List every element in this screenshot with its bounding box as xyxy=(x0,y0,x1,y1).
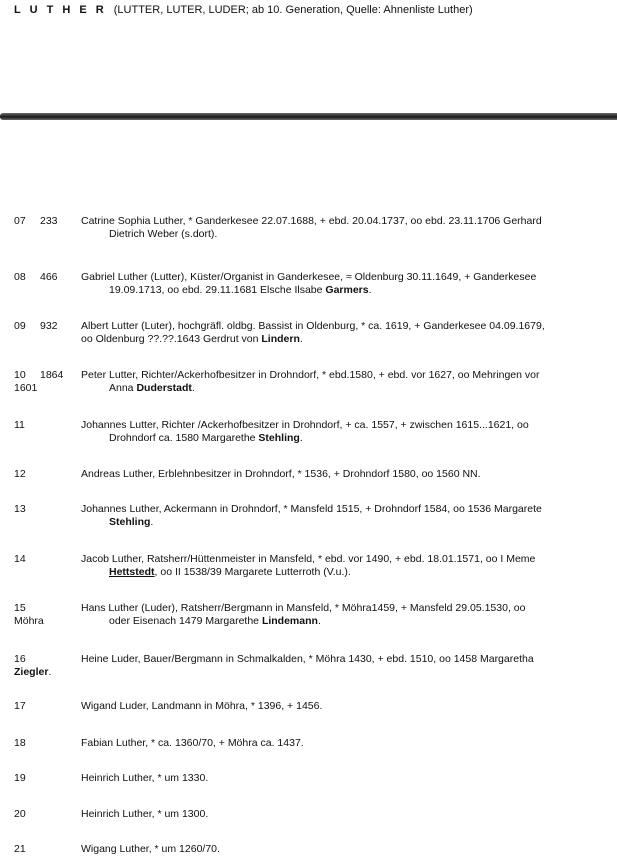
generation-number: 11 xyxy=(14,419,25,431)
entry-text xyxy=(81,503,611,529)
entry-text xyxy=(81,553,611,579)
entry-line-1: Heine Luder, Bauer/Bergmann in Schmalkalden, * Möhra 1430, + ebd. 1510, oo 1458 Margaretha xyxy=(81,653,534,665)
generation-number: 07 xyxy=(14,215,26,227)
entry-line-1: Johannes Luther, Ackermann in Drohndorf, * Mansfeld 1515, + Drohndorf 1584, oo 1536 Margarete xyxy=(81,503,542,515)
ahnen-number: 1864 xyxy=(40,369,64,381)
spouse-surname: Hettstedt xyxy=(109,566,155,578)
generation-number: 20 xyxy=(14,808,26,820)
entry-line-1: Gabriel Luther (Lutter), Küster/Organist in Ganderkesee, ≈ Oldenburg 30.11.1649, + Ganderkesee xyxy=(81,271,537,283)
line-text-end: . xyxy=(191,382,195,394)
title-description: (LUTTER, LUTER, LUDER; ab 10. Generation, Quelle: Ahnenliste Luther) xyxy=(113,4,473,16)
entry-text xyxy=(81,215,611,241)
line-text-end: . xyxy=(317,615,321,627)
entry-text xyxy=(81,808,611,821)
entry-line-1: Heinrich Luther, * um 1300. xyxy=(81,808,209,820)
entry-line-1: Fabian Luther, * ca. 1360/70, + Möhra ca. 1437. xyxy=(81,737,304,749)
entry-text xyxy=(81,419,611,445)
entry-text xyxy=(81,843,611,856)
generation-number: 18 xyxy=(14,737,26,749)
generation-number: 12 xyxy=(14,468,26,480)
line-text-end: . xyxy=(150,516,154,528)
entry-line-1: Albert Lutter (Luter), hochgräfl. oldbg. Bassist in Oldenburg, * ca. 1619, + Ganderkesee 04.09.1679, xyxy=(81,320,545,332)
entry-text xyxy=(81,602,611,615)
entry-line-2 xyxy=(81,566,611,579)
ahnen-number: 233 xyxy=(40,215,58,227)
generation-number: 19 xyxy=(14,772,26,784)
entry-line-2 xyxy=(109,615,611,628)
birthplace-continued: Möhra xyxy=(14,615,44,627)
generation-number: 16 xyxy=(14,653,26,665)
generation-number: 09 xyxy=(14,320,26,332)
spouse-surname: Stehling xyxy=(109,516,151,528)
entry-text xyxy=(81,320,611,346)
page-title xyxy=(14,3,473,17)
entry-text xyxy=(81,737,611,750)
entry-line-1: Jacob Luther, Ratsherr/Hüttenmeister in Mansfeld, * ebd. vor 1490, + ebd. 18.01.1571, oo I Meme xyxy=(81,553,536,565)
entry-line-2 xyxy=(14,666,51,679)
generation-number: 17 xyxy=(14,700,26,712)
generation-number: 13 xyxy=(14,503,26,515)
entry-text xyxy=(81,271,611,297)
generation-number: 21 xyxy=(14,843,26,855)
entry-line-1: Wigand Luder, Landmann in Möhra, * 1396, + 1456. xyxy=(81,700,323,712)
line-text-end: . xyxy=(368,284,372,296)
entry-text xyxy=(81,700,611,713)
line-text-end: . xyxy=(299,333,303,345)
spouse-surname: Lindern xyxy=(261,333,300,345)
line-text: oder Eisenach 1479 Margarethe xyxy=(109,615,262,627)
spouse-surname: Garmers xyxy=(325,284,369,296)
horizontal-divider xyxy=(0,113,617,120)
spouse-surname: Duderstadt xyxy=(136,382,192,394)
entry-line-1: Catrine Sophia Luther, * Ganderkesee 22.07.1688, + ebd. 20.04.1737, oo ebd. 23.11.1706 Gerhard xyxy=(81,215,542,227)
line-text: Anna xyxy=(109,382,137,394)
entry-line-1: Wigang Luther, * um 1260/70. xyxy=(81,843,220,855)
title-family-name: L U T H E R xyxy=(14,4,107,16)
entry-line-2: Dietrich Weber (s.dort). xyxy=(109,228,218,240)
spouse-surname: Lindemann xyxy=(261,615,318,627)
entry-text xyxy=(81,369,611,395)
entry-text xyxy=(81,653,611,666)
line-text-end: . xyxy=(299,432,303,444)
entry-line-2 xyxy=(81,432,611,445)
generation-number: 10 xyxy=(14,369,26,381)
entry-line-1: Heinrich Luther, * um 1330. xyxy=(81,772,209,784)
entry-line-2 xyxy=(81,333,611,346)
spouse-surname: Ziegler xyxy=(14,666,49,678)
entry-line-2 xyxy=(81,382,611,395)
spouse-surname: Stehling xyxy=(258,432,300,444)
entry-line-2 xyxy=(81,516,611,529)
entry-line-1: Hans Luther (Luder), Ratsherr/Bergmann in Mansfeld, * Möhra1459, + Mansfeld 29.05.1530, oo xyxy=(81,602,526,614)
line-text-end: . xyxy=(48,666,52,678)
entry-line-1: Andreas Luther, Erblehnbesitzer in Drohndorf, * 1536, + Drohndorf 1580, oo 1560 NN. xyxy=(81,468,481,480)
line-text-end: , oo II 1538/39 Margarete Lutterroth (V.u.). xyxy=(154,566,351,578)
entry-text xyxy=(81,772,611,785)
generation-number: 14 xyxy=(14,553,26,565)
entry-line-1: Johannes Lutter, Richter /Ackerhofbesitzer in Drohndorf, + ca. 1557, + zwischen 1615...1621, oo xyxy=(81,419,529,431)
continued-year: 1601 xyxy=(14,382,38,394)
entry-line-2 xyxy=(81,284,611,297)
entry-line-1: Peter Lutter, Richter/Ackerhofbesitzer in Drohndorf, * ebd.1580, + ebd. vor 1627, oo Mehringen vor xyxy=(81,369,540,381)
generation-number: 15 xyxy=(14,602,26,614)
line-text: oo Oldenburg ??.??.1643 Gerdrut von xyxy=(81,333,262,345)
generation-number: 08 xyxy=(14,271,26,283)
entry-text xyxy=(81,468,611,481)
ahnen-number: 932 xyxy=(40,320,58,332)
ahnen-number: 466 xyxy=(40,271,58,283)
line-text: Drohndorf ca. 1580 Margarethe xyxy=(109,432,259,444)
line-text: 19.09.1713, oo ebd. 29.11.1681 Elsche Ilsabe xyxy=(109,284,326,296)
